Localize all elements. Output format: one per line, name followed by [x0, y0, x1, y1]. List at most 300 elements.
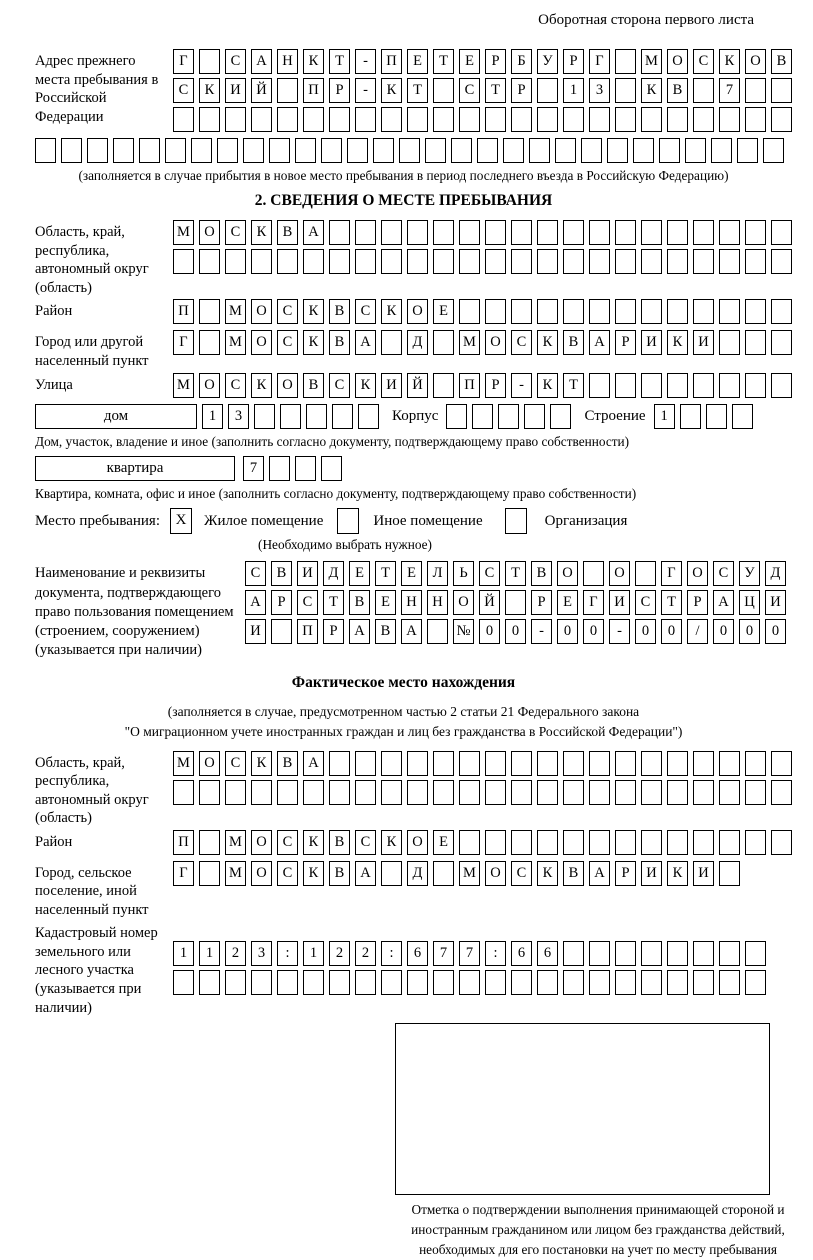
char-box[interactable] [563, 220, 584, 245]
char-box[interactable] [321, 138, 342, 163]
char-box[interactable]: Е [375, 590, 396, 615]
char-box[interactable]: К [641, 78, 662, 103]
char-box[interactable] [381, 249, 402, 274]
char-box[interactable] [381, 220, 402, 245]
char-box[interactable]: О [199, 751, 220, 776]
char-box[interactable] [641, 299, 662, 324]
char-box[interactable]: О [485, 861, 506, 886]
char-box[interactable] [217, 138, 238, 163]
char-box[interactable]: 0 [479, 619, 500, 644]
char-box[interactable] [306, 404, 327, 429]
char-box[interactable] [511, 970, 532, 995]
char-box[interactable] [693, 220, 714, 245]
char-box[interactable] [355, 107, 376, 132]
char-box[interactable] [485, 107, 506, 132]
char-box[interactable]: С [355, 830, 376, 855]
char-box[interactable] [271, 619, 292, 644]
char-box[interactable]: Т [323, 590, 344, 615]
char-box[interactable]: В [329, 861, 350, 886]
char-box[interactable]: С [459, 78, 480, 103]
char-box[interactable] [763, 138, 784, 163]
char-box[interactable]: В [563, 861, 584, 886]
char-box[interactable] [737, 138, 758, 163]
char-box[interactable] [433, 330, 454, 355]
checkbox-inoe[interactable] [337, 508, 359, 534]
char-box[interactable] [277, 249, 298, 274]
char-box[interactable] [425, 138, 446, 163]
char-box[interactable]: С [245, 561, 266, 586]
char-box[interactable]: О [277, 373, 298, 398]
char-box[interactable]: 7 [243, 456, 264, 481]
char-box[interactable] [771, 780, 792, 805]
char-box[interactable]: К [303, 830, 324, 855]
char-box[interactable]: П [459, 373, 480, 398]
char-box[interactable]: Г [173, 330, 194, 355]
char-box[interactable] [199, 861, 220, 886]
char-box[interactable] [589, 373, 610, 398]
char-box[interactable] [524, 404, 545, 429]
char-box[interactable] [745, 941, 766, 966]
char-box[interactable] [563, 751, 584, 776]
char-box[interactable] [199, 830, 220, 855]
char-box[interactable]: Т [329, 49, 350, 74]
char-box[interactable] [459, 299, 480, 324]
char-box[interactable] [745, 220, 766, 245]
char-box[interactable]: С [225, 49, 246, 74]
char-box[interactable] [693, 107, 714, 132]
char-box[interactable] [503, 138, 524, 163]
char-box[interactable]: Е [459, 49, 480, 74]
char-box[interactable]: У [739, 561, 760, 586]
char-box[interactable]: С [693, 49, 714, 74]
char-box[interactable] [381, 107, 402, 132]
char-box[interactable]: Л [427, 561, 448, 586]
char-box[interactable] [693, 373, 714, 398]
char-box[interactable] [280, 404, 301, 429]
char-box[interactable] [555, 138, 576, 163]
char-box[interactable]: И [245, 619, 266, 644]
char-box[interactable] [191, 138, 212, 163]
char-box[interactable]: В [329, 299, 350, 324]
char-box[interactable]: С [511, 861, 532, 886]
char-box[interactable] [563, 830, 584, 855]
char-box[interactable] [451, 138, 472, 163]
char-box[interactable]: М [459, 330, 480, 355]
char-box[interactable] [641, 373, 662, 398]
char-box[interactable]: 3 [228, 404, 249, 429]
char-box[interactable]: М [225, 330, 246, 355]
char-box[interactable] [225, 107, 246, 132]
char-box[interactable]: К [303, 299, 324, 324]
char-box[interactable]: Ь [453, 561, 474, 586]
char-box[interactable] [732, 404, 753, 429]
char-box[interactable] [225, 780, 246, 805]
char-box[interactable]: 2 [329, 941, 350, 966]
char-box[interactable] [583, 561, 604, 586]
char-box[interactable] [641, 107, 662, 132]
char-box[interactable]: : [381, 941, 402, 966]
char-box[interactable] [407, 751, 428, 776]
char-box[interactable] [693, 78, 714, 103]
checkbox-org[interactable] [505, 508, 527, 534]
char-box[interactable] [693, 970, 714, 995]
char-box[interactable] [433, 220, 454, 245]
char-box[interactable] [433, 970, 454, 995]
char-box[interactable]: В [531, 561, 552, 586]
char-box[interactable] [329, 249, 350, 274]
char-box[interactable] [641, 220, 662, 245]
char-box[interactable] [615, 78, 636, 103]
char-box[interactable] [225, 249, 246, 274]
char-box[interactable]: Н [427, 590, 448, 615]
char-box[interactable] [485, 830, 506, 855]
char-box[interactable] [615, 751, 636, 776]
char-box[interactable] [199, 49, 220, 74]
char-box[interactable]: Е [433, 830, 454, 855]
char-box[interactable]: О [745, 49, 766, 74]
char-box[interactable]: 1 [202, 404, 223, 429]
kvartira-type-box[interactable]: квартира [35, 456, 235, 481]
char-box[interactable] [173, 107, 194, 132]
char-box[interactable]: К [537, 861, 558, 886]
char-box[interactable] [615, 49, 636, 74]
char-box[interactable] [635, 561, 656, 586]
char-box[interactable]: Р [563, 49, 584, 74]
char-box[interactable] [693, 249, 714, 274]
char-box[interactable] [589, 830, 610, 855]
char-box[interactable]: М [173, 373, 194, 398]
char-box[interactable]: П [297, 619, 318, 644]
char-box[interactable] [446, 404, 467, 429]
char-box[interactable]: Р [329, 78, 350, 103]
char-box[interactable]: Г [173, 49, 194, 74]
char-box[interactable] [667, 220, 688, 245]
char-box[interactable]: Б [511, 49, 532, 74]
char-box[interactable] [113, 138, 134, 163]
char-box[interactable] [303, 780, 324, 805]
char-box[interactable]: О [609, 561, 630, 586]
char-box[interactable] [459, 970, 480, 995]
char-box[interactable] [537, 249, 558, 274]
char-box[interactable] [254, 404, 275, 429]
char-box[interactable] [615, 249, 636, 274]
char-box[interactable] [641, 249, 662, 274]
char-box[interactable]: К [667, 330, 688, 355]
char-box[interactable] [329, 107, 350, 132]
char-box[interactable] [719, 220, 740, 245]
char-box[interactable]: М [173, 751, 194, 776]
char-box[interactable] [693, 780, 714, 805]
char-box[interactable] [641, 970, 662, 995]
char-box[interactable]: 3 [251, 941, 272, 966]
char-box[interactable]: Г [583, 590, 604, 615]
char-box[interactable] [87, 138, 108, 163]
char-box[interactable] [680, 404, 701, 429]
char-box[interactable] [641, 830, 662, 855]
char-box[interactable]: М [225, 830, 246, 855]
char-box[interactable]: - [511, 373, 532, 398]
char-box[interactable] [667, 970, 688, 995]
char-box[interactable] [719, 299, 740, 324]
char-box[interactable]: 3 [589, 78, 610, 103]
char-box[interactable]: И [765, 590, 786, 615]
char-box[interactable]: Р [485, 49, 506, 74]
char-box[interactable]: О [407, 299, 428, 324]
char-box[interactable] [667, 830, 688, 855]
char-box[interactable]: : [485, 941, 506, 966]
char-box[interactable]: Р [531, 590, 552, 615]
char-box[interactable]: Й [479, 590, 500, 615]
char-box[interactable] [459, 220, 480, 245]
char-box[interactable] [659, 138, 680, 163]
char-box[interactable] [199, 299, 220, 324]
char-box[interactable] [173, 970, 194, 995]
char-box[interactable] [433, 249, 454, 274]
char-box[interactable] [511, 220, 532, 245]
char-box[interactable]: О [199, 220, 220, 245]
char-box[interactable] [685, 138, 706, 163]
char-box[interactable] [407, 107, 428, 132]
char-box[interactable] [693, 751, 714, 776]
char-box[interactable]: 1 [654, 404, 675, 429]
char-box[interactable]: Р [511, 78, 532, 103]
char-box[interactable]: С [225, 373, 246, 398]
char-box[interactable] [771, 830, 792, 855]
char-box[interactable]: К [381, 78, 402, 103]
char-box[interactable] [719, 780, 740, 805]
char-box[interactable] [399, 138, 420, 163]
char-box[interactable]: С [277, 830, 298, 855]
char-box[interactable] [407, 970, 428, 995]
char-box[interactable] [199, 330, 220, 355]
char-box[interactable] [641, 941, 662, 966]
char-box[interactable] [355, 249, 376, 274]
char-box[interactable] [589, 220, 610, 245]
char-box[interactable] [295, 456, 316, 481]
char-box[interactable] [537, 970, 558, 995]
char-box[interactable]: К [355, 373, 376, 398]
char-box[interactable] [433, 107, 454, 132]
char-box[interactable]: В [277, 751, 298, 776]
char-box[interactable] [381, 751, 402, 776]
char-box[interactable]: А [355, 330, 376, 355]
char-box[interactable]: 0 [661, 619, 682, 644]
char-box[interactable]: Т [433, 49, 454, 74]
char-box[interactable]: Н [277, 49, 298, 74]
char-box[interactable] [745, 330, 766, 355]
char-box[interactable] [745, 107, 766, 132]
char-box[interactable]: : [277, 941, 298, 966]
char-box[interactable] [511, 107, 532, 132]
char-box[interactable] [633, 138, 654, 163]
char-box[interactable]: И [225, 78, 246, 103]
char-box[interactable]: К [303, 330, 324, 355]
char-box[interactable]: Е [433, 299, 454, 324]
char-box[interactable]: С [277, 330, 298, 355]
char-box[interactable] [745, 78, 766, 103]
char-box[interactable]: С [713, 561, 734, 586]
char-box[interactable]: И [297, 561, 318, 586]
char-box[interactable] [667, 373, 688, 398]
char-box[interactable] [745, 299, 766, 324]
char-box[interactable] [477, 138, 498, 163]
char-box[interactable] [537, 78, 558, 103]
char-box[interactable]: 7 [459, 941, 480, 966]
char-box[interactable]: В [303, 373, 324, 398]
char-box[interactable] [537, 751, 558, 776]
char-box[interactable] [615, 970, 636, 995]
char-box[interactable]: 7 [719, 78, 740, 103]
char-box[interactable]: А [251, 49, 272, 74]
char-box[interactable] [589, 107, 610, 132]
char-box[interactable]: Е [401, 561, 422, 586]
char-box[interactable]: Т [485, 78, 506, 103]
char-box[interactable]: И [641, 330, 662, 355]
char-box[interactable] [61, 138, 82, 163]
char-box[interactable] [511, 751, 532, 776]
char-box[interactable]: М [225, 299, 246, 324]
char-box[interactable]: К [303, 861, 324, 886]
char-box[interactable] [719, 861, 740, 886]
char-box[interactable] [641, 751, 662, 776]
char-box[interactable]: П [303, 78, 324, 103]
char-box[interactable]: Д [323, 561, 344, 586]
char-box[interactable] [719, 970, 740, 995]
char-box[interactable] [771, 78, 792, 103]
char-box[interactable]: Р [615, 330, 636, 355]
char-box[interactable] [719, 107, 740, 132]
char-box[interactable] [173, 249, 194, 274]
char-box[interactable]: 0 [635, 619, 656, 644]
char-box[interactable] [277, 78, 298, 103]
char-box[interactable] [199, 780, 220, 805]
char-box[interactable]: 2 [355, 941, 376, 966]
char-box[interactable]: М [641, 49, 662, 74]
char-box[interactable]: О [251, 330, 272, 355]
char-box[interactable] [433, 861, 454, 886]
char-box[interactable]: Т [375, 561, 396, 586]
char-box[interactable] [615, 941, 636, 966]
char-box[interactable]: 0 [739, 619, 760, 644]
char-box[interactable] [719, 249, 740, 274]
char-box[interactable] [771, 330, 792, 355]
char-box[interactable] [511, 249, 532, 274]
char-box[interactable] [563, 299, 584, 324]
char-box[interactable] [381, 780, 402, 805]
char-box[interactable]: С [355, 299, 376, 324]
char-box[interactable] [771, 249, 792, 274]
char-box[interactable] [563, 249, 584, 274]
char-box[interactable] [615, 373, 636, 398]
char-box[interactable]: В [271, 561, 292, 586]
char-box[interactable]: О [557, 561, 578, 586]
char-box[interactable]: 1 [303, 941, 324, 966]
char-box[interactable] [433, 751, 454, 776]
char-box[interactable] [693, 830, 714, 855]
char-box[interactable] [706, 404, 727, 429]
char-box[interactable] [537, 780, 558, 805]
char-box[interactable] [745, 249, 766, 274]
char-box[interactable]: 7 [433, 941, 454, 966]
char-box[interactable] [771, 220, 792, 245]
char-box[interactable] [511, 780, 532, 805]
char-box[interactable] [589, 780, 610, 805]
char-box[interactable]: Г [661, 561, 682, 586]
char-box[interactable]: - [355, 49, 376, 74]
char-box[interactable] [607, 138, 628, 163]
char-box[interactable]: В [375, 619, 396, 644]
char-box[interactable]: К [251, 373, 272, 398]
char-box[interactable]: 1 [199, 941, 220, 966]
char-box[interactable]: А [245, 590, 266, 615]
char-box[interactable] [173, 780, 194, 805]
char-box[interactable] [427, 619, 448, 644]
char-box[interactable] [589, 751, 610, 776]
char-box[interactable] [667, 941, 688, 966]
char-box[interactable] [332, 404, 353, 429]
char-box[interactable]: Е [349, 561, 370, 586]
char-box[interactable] [199, 249, 220, 274]
char-box[interactable]: С [329, 373, 350, 398]
char-box[interactable] [667, 751, 688, 776]
char-box[interactable] [537, 830, 558, 855]
char-box[interactable] [472, 404, 493, 429]
char-box[interactable]: Т [661, 590, 682, 615]
char-box[interactable] [433, 78, 454, 103]
char-box[interactable] [269, 138, 290, 163]
char-box[interactable] [459, 249, 480, 274]
checkbox-zhiloe[interactable]: X [170, 508, 192, 534]
char-box[interactable] [771, 107, 792, 132]
char-box[interactable]: Р [485, 373, 506, 398]
char-box[interactable] [243, 138, 264, 163]
char-box[interactable] [563, 941, 584, 966]
char-box[interactable] [277, 780, 298, 805]
char-box[interactable]: К [719, 49, 740, 74]
char-box[interactable] [251, 970, 272, 995]
char-box[interactable] [433, 373, 454, 398]
char-box[interactable]: О [251, 299, 272, 324]
char-box[interactable] [615, 107, 636, 132]
char-box[interactable] [563, 107, 584, 132]
char-box[interactable] [358, 404, 379, 429]
char-box[interactable]: П [173, 830, 194, 855]
char-box[interactable]: Т [407, 78, 428, 103]
char-box[interactable]: 1 [563, 78, 584, 103]
char-box[interactable]: - [355, 78, 376, 103]
dom-type-box[interactable]: дом [35, 404, 197, 429]
char-box[interactable]: - [609, 619, 630, 644]
char-box[interactable]: О [251, 830, 272, 855]
char-box[interactable] [505, 590, 526, 615]
char-box[interactable] [329, 970, 350, 995]
char-box[interactable]: В [277, 220, 298, 245]
char-box[interactable] [745, 373, 766, 398]
char-box[interactable]: Р [687, 590, 708, 615]
char-box[interactable] [771, 299, 792, 324]
char-box[interactable] [381, 861, 402, 886]
char-box[interactable] [589, 941, 610, 966]
char-box[interactable]: О [251, 861, 272, 886]
char-box[interactable]: К [381, 830, 402, 855]
char-box[interactable] [667, 299, 688, 324]
char-box[interactable] [485, 220, 506, 245]
char-box[interactable]: С [479, 561, 500, 586]
char-box[interactable] [667, 249, 688, 274]
char-box[interactable]: С [277, 299, 298, 324]
char-box[interactable] [269, 456, 290, 481]
char-box[interactable]: 1 [173, 941, 194, 966]
